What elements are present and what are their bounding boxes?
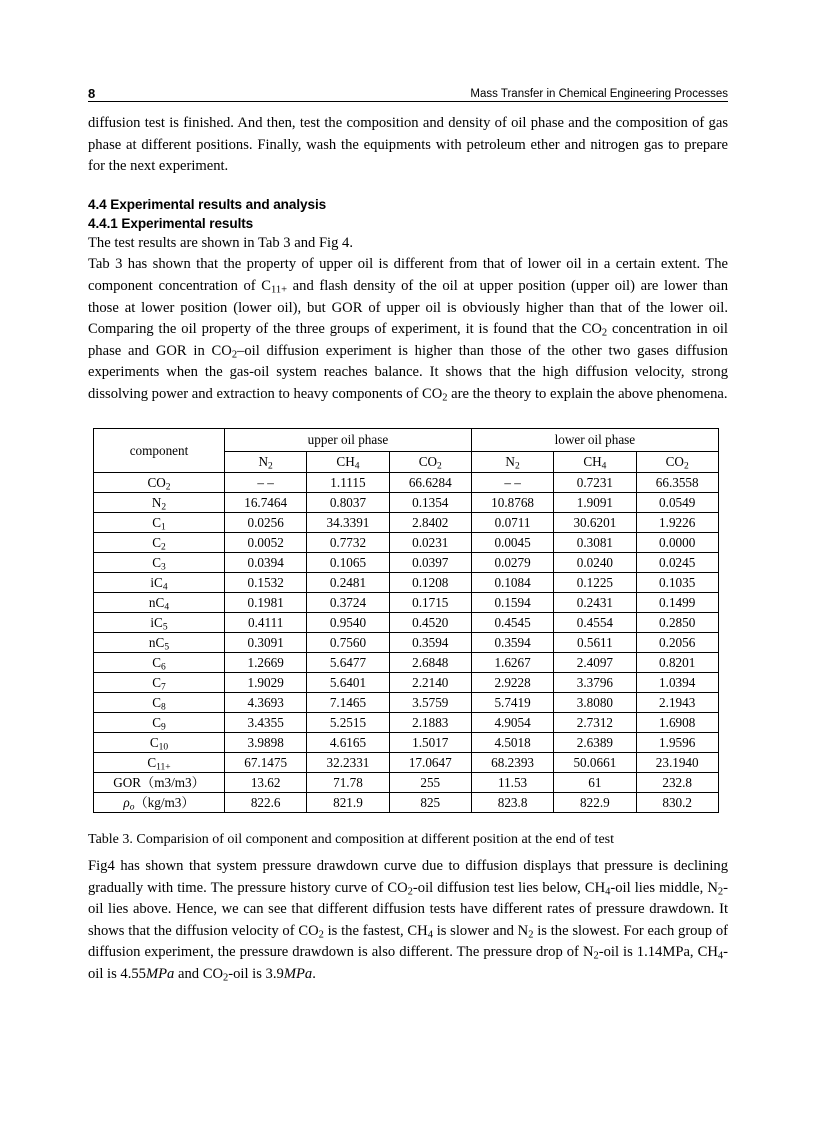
paragraph-intro: diffusion test is finished. And then, test the composition and density of oil phase and the composition of gas phase at different positions. Finally, wash the equipments with petroleum ether and nitrogen gas to prepare for the next experiment. [88, 115, 728, 175]
species-text: CH [583, 454, 602, 470]
table-cell: 2.9228 [471, 673, 553, 693]
table-cell: 1.9596 [636, 733, 718, 753]
table-cell: 0.9540 [307, 613, 389, 633]
row-label [94, 713, 225, 733]
species-text: N [258, 454, 269, 470]
table-cell: 0.0245 [636, 553, 718, 573]
text-frag-h: -oil is 1.14MPa, CH [598, 944, 718, 961]
closing-section [88, 856, 728, 986]
sub-n2-2: 2 [528, 929, 534, 941]
text-frag-j: and CO [174, 965, 224, 982]
text-frag-c: concentration in oil phase and GOR in CO [88, 321, 728, 359]
species-text: N [505, 454, 515, 470]
paragraph-results-lead: The test results are shown in Tab 3 and Fig 4. [88, 234, 354, 251]
text-frag-d: –oil diffusion experiment is higher than those of the other two gases diffusion experiments when the gas-oil system reaches balance. It shows that the high diffusion velocity, strong dissolving power and extraction to heavy components of CO [88, 342, 728, 402]
table-row [94, 773, 719, 793]
table-cell: 3.4355 [225, 713, 307, 733]
table-cell: 232.8 [636, 773, 718, 793]
sub-co2-1: 2 [407, 886, 413, 898]
table-cell: 0.8201 [636, 653, 718, 673]
species-sub: 2 [268, 461, 273, 472]
row-label-text: iC [150, 614, 163, 630]
table-cell: 2.2140 [389, 673, 471, 693]
table-cell: 0.1981 [225, 593, 307, 613]
table-row [94, 553, 719, 573]
row-label-sub: 10 [158, 741, 169, 752]
table-row [94, 593, 719, 613]
table-cell: 0.7231 [554, 473, 636, 493]
paragraph-figure-discussion [88, 856, 728, 986]
table-cell: 5.6477 [307, 653, 389, 673]
table-cell: 2.6389 [554, 733, 636, 753]
table-cell: 3.5759 [389, 693, 471, 713]
row-label [94, 493, 225, 513]
table-cell: 0.1532 [225, 573, 307, 593]
table-cell: 11.53 [471, 773, 553, 793]
species-text: CO [418, 454, 438, 470]
table-row [94, 673, 719, 693]
table-cell: 1.2669 [225, 653, 307, 673]
col-header-lower-co2 [636, 452, 718, 473]
row-label [94, 793, 225, 813]
row-label [94, 733, 225, 753]
row-label [94, 633, 225, 653]
species-sub: 4 [601, 461, 607, 472]
sub-co2-2: 2 [231, 349, 238, 361]
table-cell: 23.1940 [636, 753, 718, 773]
table-cell: 0.7732 [307, 533, 389, 553]
table-cell: 0.4111 [225, 613, 307, 633]
sub-co2-3: 2 [223, 972, 229, 984]
species-sub: 2 [514, 461, 520, 472]
row-label [94, 773, 225, 793]
row-label-text: GOR（m3/m3） [113, 774, 205, 790]
text-frag-e: are the theory to explain the above phenomena. [447, 385, 728, 402]
text-frag-a: Fig4 has shown that system pressure drawdown curve due to diffusion displays that pressure is declining gradually with time. The pressure history curve of CO [88, 858, 728, 896]
table-cell: 822.9 [554, 793, 636, 813]
row-label-sub: 5 [162, 621, 168, 632]
table-cell: 0.2431 [554, 593, 636, 613]
table-cell: 1.6908 [636, 713, 718, 733]
row-label-text: ρ [123, 794, 130, 810]
table-cell: 0.0394 [225, 553, 307, 573]
row-label [94, 593, 225, 613]
sub-co2-1: 2 [601, 327, 608, 339]
table-cell: 0.2056 [636, 633, 718, 653]
row-label-sub: 3 [161, 561, 166, 572]
table-header-row-groups [94, 429, 719, 452]
table-cell: 66.6284 [389, 473, 471, 493]
text-frag-b: -oil diffusion test lies below, CH [412, 879, 606, 896]
sub-c11plus: 11+ [271, 284, 288, 296]
col-header-upper-co2 [389, 452, 471, 473]
table-cell: 68.2393 [471, 753, 553, 773]
table-cell: 0.4554 [554, 613, 636, 633]
book-title: Mass Transfer in Chemical Engineering Processes [470, 87, 728, 100]
row-label-text: C [152, 554, 162, 570]
row-label-text: C [152, 534, 162, 550]
table-cell: 4.9054 [471, 713, 553, 733]
table-cell: 1.1115 [307, 473, 389, 493]
group-header-upper: upper oil phase [225, 429, 472, 452]
table-row [94, 753, 719, 773]
table-cell: 4.3693 [225, 693, 307, 713]
row-label [94, 573, 225, 593]
table-row [94, 793, 719, 813]
table-cell: 2.6848 [389, 653, 471, 673]
row-label-text: C [152, 714, 162, 730]
table-cell: 1.9091 [554, 493, 636, 513]
table-cell: 0.0397 [389, 553, 471, 573]
table-cell: 4.5018 [471, 733, 553, 753]
row-label-text: C [149, 734, 159, 750]
header-rule [88, 101, 728, 102]
species-sub: 4 [354, 461, 360, 472]
table-cell: 7.1465 [307, 693, 389, 713]
oil-composition-table [93, 428, 719, 813]
table-cell: 255 [389, 773, 471, 793]
table-cell: 34.3391 [307, 513, 389, 533]
row-label-sub: 9 [161, 721, 166, 732]
row-label-sub: 4 [162, 581, 168, 592]
sub-co2-2: 2 [318, 929, 324, 941]
table-cell: 0.0279 [471, 553, 553, 573]
group-header-lower: lower oil phase [471, 429, 718, 452]
table-cell: 821.9 [307, 793, 389, 813]
text-frag-f: is slower and N [432, 922, 529, 939]
sub-co2-3: 2 [442, 392, 448, 404]
table-cell: 0.3724 [307, 593, 389, 613]
table-row [94, 533, 719, 553]
text-frag-c: -oil lies middle, N [610, 879, 718, 896]
table-cell: 0.0000 [636, 533, 718, 553]
table-cell: 5.6401 [307, 673, 389, 693]
unit-mpa-2: MPa [283, 965, 313, 982]
table-cell: 0.3081 [554, 533, 636, 553]
row-label-sub: 7 [161, 681, 166, 692]
table-cell: 0.3594 [389, 633, 471, 653]
table-cell: 71.78 [307, 773, 389, 793]
table-cell: 0.0231 [389, 533, 471, 553]
table-cell: 0.1499 [636, 593, 718, 613]
row-label-text: C [152, 694, 162, 710]
table-cell: 0.0549 [636, 493, 718, 513]
table-cell: 66.3558 [636, 473, 718, 493]
row-label [94, 553, 225, 573]
sub-ch4-1: 4 [605, 886, 611, 898]
table-cell: 0.0256 [225, 513, 307, 533]
table-cell: 825 [389, 793, 471, 813]
sub-ch4-2: 4 [427, 929, 433, 941]
text-frag-a: Tab 3 has shown that the property of upper oil is different from that of lower oil in a certain extent. The component concentration of C [88, 256, 728, 294]
col-header-upper-n2 [225, 452, 307, 473]
row-label [94, 613, 225, 633]
table-cell: 3.9898 [225, 733, 307, 753]
table-cell: 5.7419 [471, 693, 553, 713]
spacer [88, 178, 728, 195]
table-cell: 17.0647 [389, 753, 471, 773]
row-label-sub: 11+ [156, 761, 171, 772]
table-cell: 830.2 [636, 793, 718, 813]
row-label-text: C [147, 754, 157, 770]
row-label-text: C [152, 674, 162, 690]
row-label-sub: 8 [161, 701, 166, 712]
table-cell: 0.0240 [554, 553, 636, 573]
table-cell: 0.1065 [307, 553, 389, 573]
table-cell: 0.2481 [307, 573, 389, 593]
table-cell: 5.2515 [307, 713, 389, 733]
text-frag-i: -oil is 4.55 [88, 944, 728, 982]
col-header-lower-n2 [471, 452, 553, 473]
table-cell: 30.6201 [554, 513, 636, 533]
table-cell: 0.7560 [307, 633, 389, 653]
table-row [94, 573, 719, 593]
table-cell: 2.4097 [554, 653, 636, 673]
table-cell: 50.0661 [554, 753, 636, 773]
row-label-text: nC [148, 594, 165, 610]
row-label [94, 693, 225, 713]
species-text: CH [336, 454, 355, 470]
table-cell: 3.3796 [554, 673, 636, 693]
species-sub: 2 [683, 461, 689, 472]
table-cell: 16.7464 [225, 493, 307, 513]
unit-mpa-1: MPa [145, 965, 175, 982]
row-label-sub: 6 [161, 661, 166, 672]
results-table-wrap [93, 428, 718, 813]
row-label-sub: 4 [164, 601, 170, 612]
text-frag-k: -oil is 3.9 [228, 965, 284, 982]
sub-n2-3: 2 [593, 951, 599, 962]
row-label-text: C [152, 654, 162, 670]
row-label [94, 513, 225, 533]
row-label-unit: （kg/m3） [134, 794, 195, 810]
table-cell: 0.1035 [636, 573, 718, 593]
row-label-text: iC [150, 574, 163, 590]
table-cell: – – [471, 473, 553, 493]
row-label-sub: 1 [161, 521, 166, 532]
table-row [94, 513, 719, 533]
table-row [94, 613, 719, 633]
table-cell: 1.9029 [225, 673, 307, 693]
table-row [94, 633, 719, 653]
table-cell: 4.6165 [307, 733, 389, 753]
row-label-sub: 2 [165, 481, 171, 492]
table-row [94, 473, 719, 493]
table-row [94, 733, 719, 753]
table-cell: 1.6267 [471, 653, 553, 673]
table-cell: 0.1225 [554, 573, 636, 593]
heading-4-4-1: 4.4.1 Experimental results [88, 215, 254, 231]
table-cell: 0.0045 [471, 533, 553, 553]
col-header-lower-ch4 [554, 452, 636, 473]
row-label-sub: o [129, 801, 135, 812]
table-cell: 1.9226 [636, 513, 718, 533]
row-label [94, 533, 225, 553]
table-cell: 0.2850 [636, 613, 718, 633]
row-label [94, 673, 225, 693]
table-cell: 0.3594 [471, 633, 553, 653]
table-cell: 0.1594 [471, 593, 553, 613]
table-cell: 0.1084 [471, 573, 553, 593]
table-cell: 67.1475 [225, 753, 307, 773]
table-cell: 32.2331 [307, 753, 389, 773]
row-label [94, 473, 225, 493]
table-cell: 0.4545 [471, 613, 553, 633]
table-row [94, 713, 719, 733]
body-content [88, 113, 728, 406]
table-row [94, 493, 719, 513]
col-header-upper-ch4 [307, 452, 389, 473]
table-cell: 0.8037 [307, 493, 389, 513]
species-text: CO [665, 454, 684, 470]
text-frag-g: is the slowest. For each group of diffusion experiment, the pressure drawdown is also different. The pressure drop of N [88, 922, 728, 961]
table-cell: 0.5611 [554, 633, 636, 653]
table-cell: 0.3091 [225, 633, 307, 653]
table-head [94, 429, 719, 473]
row-label-text: N [151, 494, 162, 510]
table-cell: 2.7312 [554, 713, 636, 733]
table-cell: – – [225, 473, 307, 493]
table-cell: 0.1354 [389, 493, 471, 513]
table-cell: 822.6 [225, 793, 307, 813]
row-label-text: C [152, 514, 162, 530]
table-row [94, 653, 719, 673]
table-cell: 2.1943 [636, 693, 718, 713]
table-cell: 0.0711 [471, 513, 553, 533]
table-cell: 1.0394 [636, 673, 718, 693]
row-label-sub: 2 [161, 501, 167, 512]
table-cell: 0.4520 [389, 613, 471, 633]
row-label [94, 653, 225, 673]
row-label-sub: 5 [164, 641, 170, 652]
table-corner-label: component [94, 429, 225, 473]
table-cell: 61 [554, 773, 636, 793]
table-cell: 823.8 [471, 793, 553, 813]
sub-ch4-3: 4 [717, 951, 724, 962]
row-label-text: CO [147, 474, 166, 490]
table-cell: 10.8768 [471, 493, 553, 513]
sub-n2-1: 2 [717, 886, 724, 898]
row-label-sub: 2 [161, 541, 166, 552]
table-cell: 0.1208 [389, 573, 471, 593]
table-row [94, 693, 719, 713]
page-number: 8 [88, 86, 96, 101]
table-caption: Table 3. Comparision of oil component and composition at different position at the end of test [88, 832, 614, 847]
heading-4-4: 4.4 Experimental results and analysis [88, 196, 327, 212]
table-cell: 2.8402 [389, 513, 471, 533]
row-label-text: nC [148, 634, 165, 650]
table-cell: 1.5017 [389, 733, 471, 753]
table-cell: 3.8080 [554, 693, 636, 713]
table-cell: 0.1715 [389, 593, 471, 613]
species-sub: 2 [437, 461, 442, 472]
text-frag-e: is the fastest, CH [323, 922, 428, 939]
table-body [94, 473, 719, 813]
paragraph-results-body [88, 254, 728, 405]
table-cell: 0.0052 [225, 533, 307, 553]
text-frag-l: . [312, 965, 316, 982]
table-cell: 13.62 [225, 773, 307, 793]
text-frag-b: and flash density of the oil at upper position (upper oil) are lower than those at lower position (lower oil), but GOR of upper oil is obviously higher than that of the lower oil. Comparing the oil property of the three groups of experiment, it is found that the CO [88, 277, 728, 338]
page-running-head [88, 75, 728, 101]
row-label [94, 753, 225, 773]
table-cell: 2.1883 [389, 713, 471, 733]
text-frag-d: -oil lies above. Hence, we can see that different diffusion tests have different rates of pressure drawdown. It shows that the diffusion velocity of CO [88, 879, 728, 939]
